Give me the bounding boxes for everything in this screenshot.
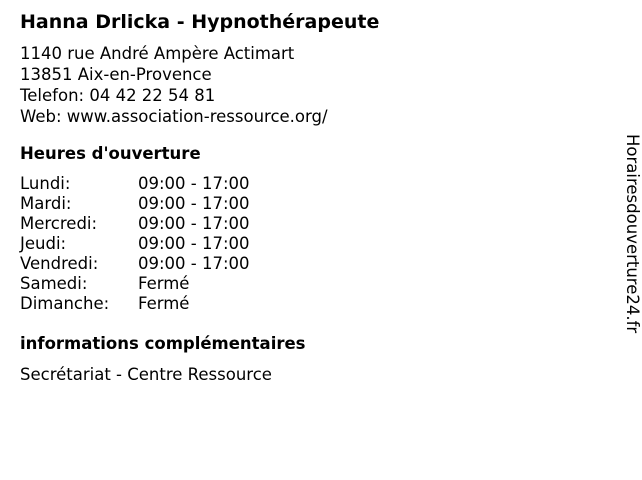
additional-info-text: Secrétariat - Centre Ressource bbox=[20, 365, 272, 384]
site-watermark-text: Horairesdouverture24.fr bbox=[623, 134, 642, 334]
website-line: Web: www.association-ressource.org/ bbox=[20, 107, 328, 126]
site-watermark bbox=[622, 134, 642, 346]
business-name: Hanna Drlicka - Hypnothérapeute bbox=[20, 11, 380, 33]
day-label: Vendredi: bbox=[20, 254, 99, 273]
hours-value: Fermé bbox=[138, 274, 190, 293]
additional-info-heading: informations complémentaires bbox=[20, 334, 306, 353]
contact-block bbox=[20, 43, 328, 127]
day-label: Mardi: bbox=[20, 194, 72, 213]
phone-line: Telefon: 04 42 22 54 81 bbox=[20, 86, 216, 105]
day-label: Mercredi: bbox=[20, 214, 98, 233]
hours-value: 09:00 - 17:00 bbox=[138, 194, 250, 213]
opening-hours-heading: Heures d'ouverture bbox=[20, 144, 201, 163]
day-label: Jeudi: bbox=[20, 234, 67, 253]
day-label: Lundi: bbox=[20, 174, 71, 193]
address-city: 13851 Aix-en-Provence bbox=[20, 65, 212, 84]
hours-value: 09:00 - 17:00 bbox=[138, 174, 250, 193]
hours-value: Fermé bbox=[138, 294, 190, 313]
hours-value: 09:00 - 17:00 bbox=[138, 254, 250, 273]
address-street: 1140 rue André Ampère Actimart bbox=[20, 44, 295, 63]
day-label: Samedi: bbox=[20, 274, 88, 293]
day-label: Dimanche: bbox=[20, 294, 110, 313]
hours-value: 09:00 - 17:00 bbox=[138, 214, 250, 233]
hours-value: 09:00 - 17:00 bbox=[138, 234, 250, 253]
